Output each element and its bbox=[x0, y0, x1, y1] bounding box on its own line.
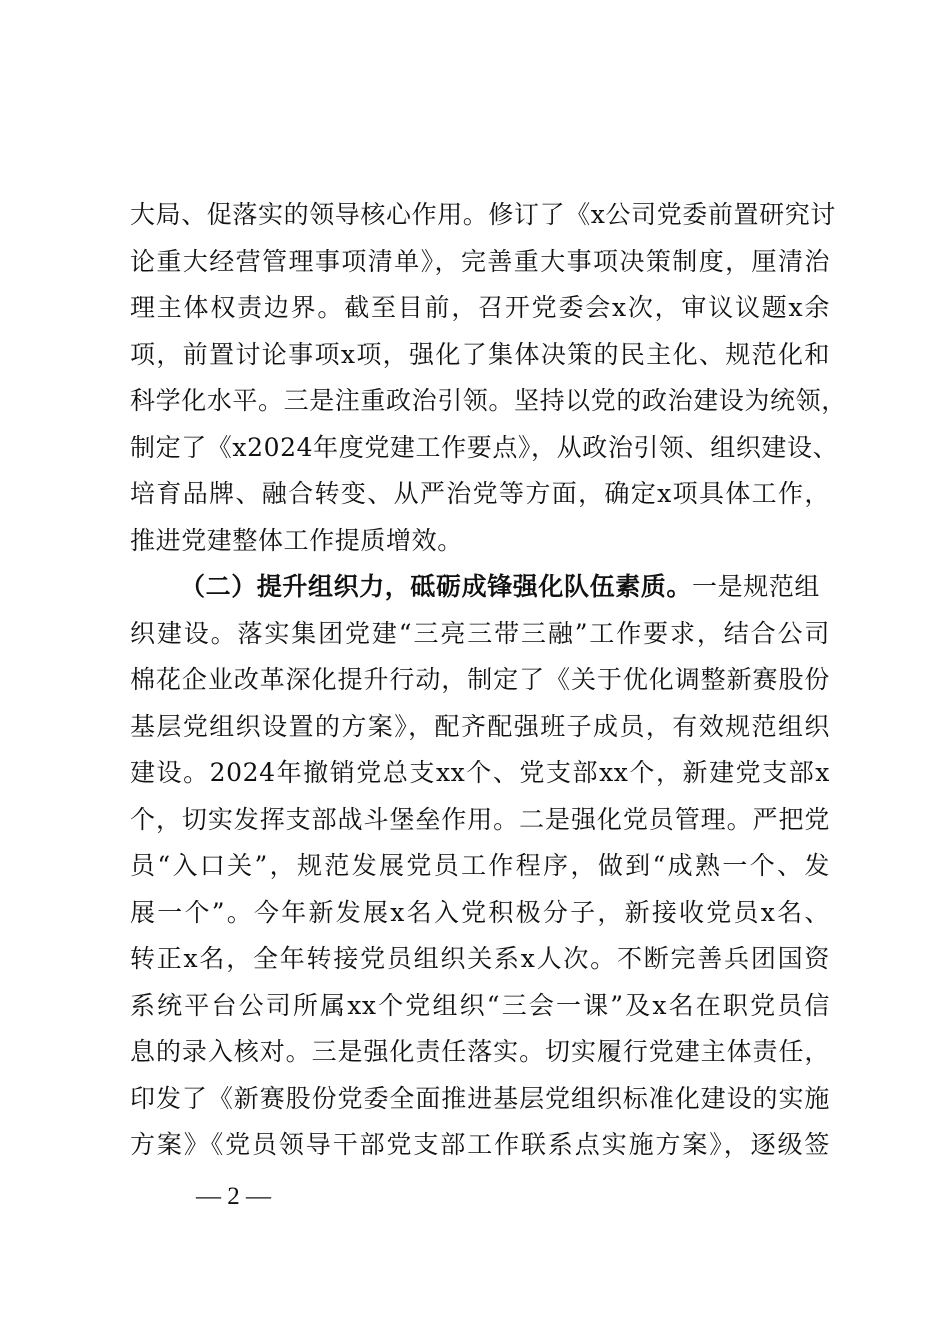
paragraph-2-line-12: 印发了《新赛股份党委全面推进基层党组织标准化建设的实施 bbox=[130, 1083, 830, 1113]
paragraph-2-line-7: 员“入口关”，规范发展党员工作程序，做到“成熟一个、发 bbox=[130, 851, 830, 880]
paragraph-2-line-11: 息的录入核对。三是强化责任落实。切实履行党建主体责任， bbox=[130, 1037, 830, 1066]
paragraph-2-line-10: 系统平台公司所属xx个党组织“三会一课”及x名在职党员信 bbox=[130, 990, 830, 1020]
paragraph-2-first-line-text: 一是规范组 bbox=[692, 572, 821, 601]
document-body bbox=[130, 192, 847, 1169]
paragraph-1-line-5: 科学化水平。三是注重政治引领。坚持以党的政治建设为统领， bbox=[130, 386, 847, 415]
paragraph-1-line-8: 推进党建整体工作提质增效。 bbox=[130, 525, 463, 555]
paragraph-2-line-3: 棉花企业改革深化提升行动，制定了《关于优化调整新赛股份 bbox=[130, 665, 830, 694]
paragraph-1-line-6: 制定了《x2024年度党建工作要点》，从政治引领、组织建设、 bbox=[130, 432, 839, 462]
paragraph-1-line-2: 论重大经营管理事项清单》，完善重大事项决策制度，厘清治 bbox=[130, 246, 830, 276]
paragraph-1-line-3: 理主体权责边界。截至目前，召开党委会x次，审议议题x余 bbox=[130, 293, 830, 322]
paragraph-1-line-4: 项，前置讨论事项x项，强化了集体决策的民主化、规范化和 bbox=[130, 339, 830, 369]
page-number: — 2 — bbox=[196, 1183, 271, 1210]
paragraph-1-line-1: 大局、促落实的领导核心作用。修订了《x公司党委前置研究讨 bbox=[130, 200, 836, 229]
paragraph-2-line-9: 转正x名，全年转接党员组织关系x人次。不断完善兵团国资 bbox=[130, 944, 830, 973]
paragraph-1-line-7: 培育品牌、融合转变、从严治党等方面，确定x项具体工作， bbox=[130, 479, 830, 508]
paragraph-2-line-2: 织建设。落实集团党建“三亮三带三融”工作要求，结合公司 bbox=[130, 618, 830, 648]
paragraph-2-line-13: 方案》《党员领导干部党支部工作联系点实施方案》，逐级签 bbox=[130, 1130, 830, 1159]
paragraph-2-first-line bbox=[130, 564, 830, 611]
section-heading: （二）提升组织力，砥砺成锋强化队伍素质。 bbox=[180, 572, 693, 601]
paragraph-2-line-6: 个，切实发挥支部战斗堡垒作用。二是强化党员管理。严把党 bbox=[130, 804, 830, 834]
paragraph-2-line-4: 基层党组织设置的方案》，配齐配强班子成员，有效规范组织 bbox=[130, 711, 830, 741]
paragraph-2-line-8: 展一个”。今年新发展x名入党积极分子，新接收党员x名、 bbox=[130, 897, 830, 927]
paragraph-2-line-5: 建设。2024年撤销党总支xx个、党支部xx个，新建党支部x bbox=[130, 758, 830, 787]
